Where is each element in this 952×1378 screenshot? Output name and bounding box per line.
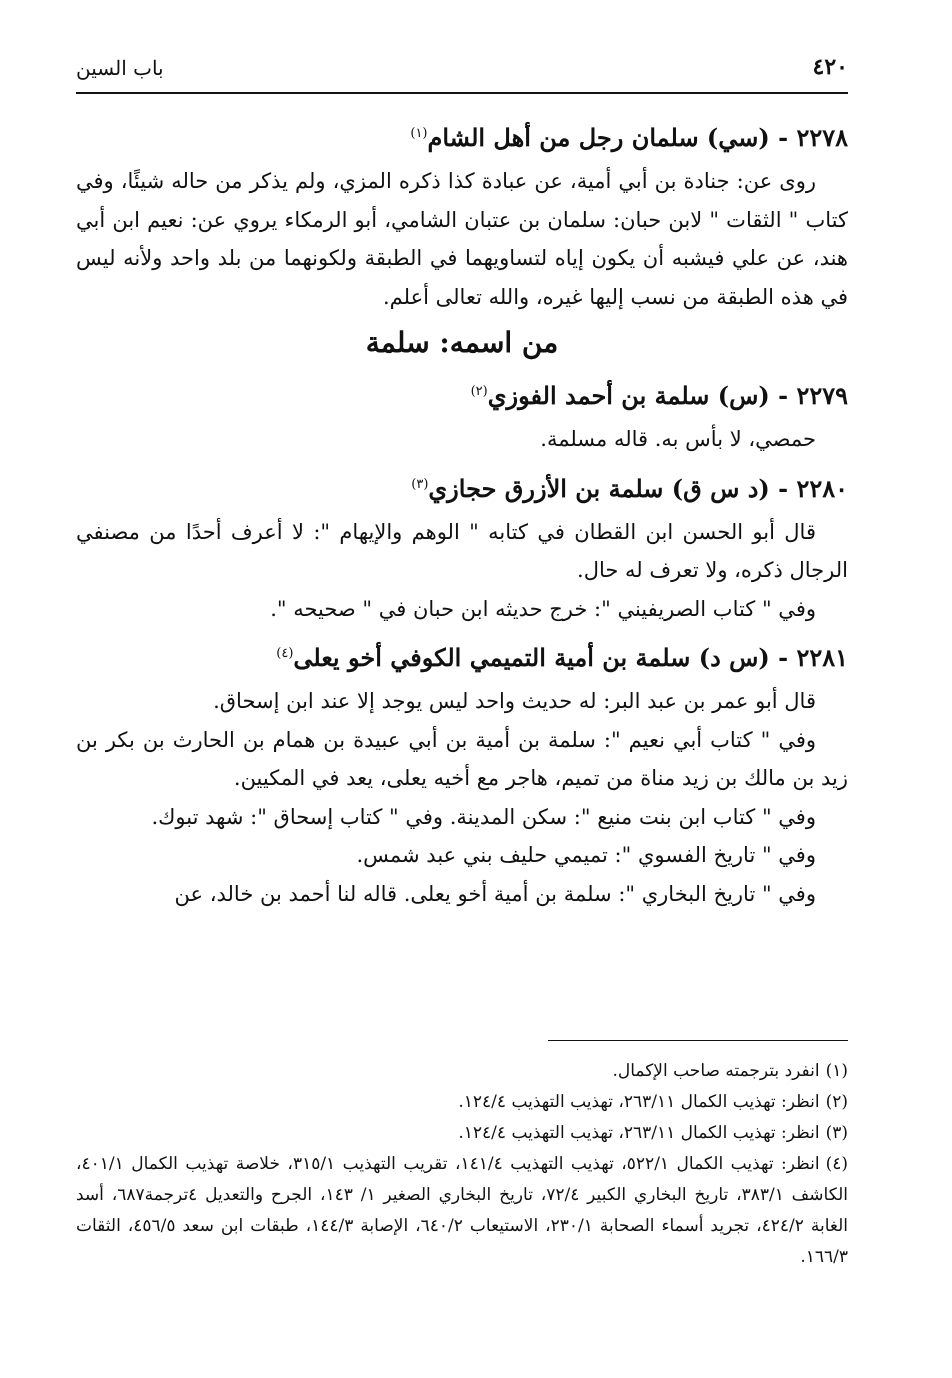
footnote-ref: (٤) xyxy=(276,646,294,661)
entry-2279 xyxy=(76,372,848,459)
footnote: (١)انفرد بترجمته صاحب الإكمال. xyxy=(612,1061,848,1081)
footnote-ref: (٣) xyxy=(411,476,429,492)
entry-heading: ٢٢٧٨ - (سي) سلمان رجل من أهل الشام$^{(١)}$ xyxy=(410,123,848,152)
paragraph: روى عن: جنادة بن أبي أمية، عن عبادة كذا ذكره المزي، ولم يذكر من حاله شيئًا، وفي كتاب " الثقات " لابن حبان: سلمان بن عتبان الشامي، أبو الرمكاء يروي عن: نعيم ابن أبي هند، عن علي فيشبه أن يكون إياه لتساويهما في الطبقة ولكونهما من بلد واحد ولأنه ليس في هذه الطبقة من نسب إليها غيره، والله تعالى أعلم. xyxy=(76,169,848,309)
paragraph: قال أبو الحسن ابن القطان في كتابه " الوهم والإيهام ": لا أعرف أحدًا من مصنفي الرجال ذكره، ولا تعرف له حال. xyxy=(76,519,848,582)
entry-2278 xyxy=(76,114,848,316)
paragraph: وفي " كتاب الصريفيني ": خرج حديثه ابن حبان في " صحيحه ". xyxy=(270,596,816,621)
main-text xyxy=(76,108,848,913)
running-head xyxy=(76,52,848,94)
footnote: (٣)انظر: تهذيب الكمال ٢٦٣/١١، تهذيب التهذيب ١٢٤/٤. xyxy=(458,1123,848,1143)
paragraph: قال أبو عمر بن عبد البر: له حديث واحد ليس يوجد إلا عند ابن إسحاق. xyxy=(213,689,816,713)
footnote: (٤)انظر: تهذيب الكمال ٥٢٢/١، تهذيب التهذيب ١٤١/٤، تقريب التهذيب ٣١٥/١، خلاصة تهذيب الكمال ٤٠١/١، الكاشف ٣٨٣/١، تاريخ البخاري الكبير ٧٢/٤، تاريخ البخاري الصغير ١/ ١٤٣، الجرح والتعديل ٤ترجمة٦٨٧، أسد الغابة ٤٢٤/٢، تجريد أسماء الصحابة ٢٣٠/١، الاستيعاب ٦٤٠/٢، الإصابة ١٤٤/٣، طبقات ابن سعد ٤٥٦/٥، الثقات ١٦٦/٣. xyxy=(76,1154,848,1267)
paragraph: حمصي، لا بأس به. قاله مسلمة. xyxy=(540,427,816,451)
paragraph: وفي " تاريخ البخاري ": سلمة بن أمية أخو يعلى. قاله لنا أحمد بن خالد، عن xyxy=(174,881,816,906)
paragraph: وفي " تاريخ الفسوي ": تميمي حليف بني عبد شمس. xyxy=(356,843,816,867)
footnotes xyxy=(76,1056,848,1273)
page-number: ٤٢٠ xyxy=(812,54,848,80)
footnote-ref: (١) xyxy=(410,126,428,141)
entry-heading: ٢٢٨١ - (س د) سلمة بن أمية التميمي الكوفي أخو يعلى$^{(٤)}$ xyxy=(276,643,848,672)
entry-heading: ٢٢٧٩ - (س) سلمة بن أحمد الفوزي$^{(٢)}$ xyxy=(470,381,848,410)
paragraph: وفي " كتاب ابن بنت منيع ": سكن المدينة. وفي " كتاب إسحاق ": شهد تبوك. xyxy=(151,804,816,829)
entry-2280 xyxy=(76,465,848,629)
entry-heading: ٢٢٨٠ - (د س ق) سلمة بن الأزرق حجازي$^{(٣)}$ xyxy=(411,473,848,503)
entry-2281 xyxy=(76,634,848,913)
paragraph: وفي " كتاب أبي نعيم ": سلمة بن أمية بن أبي عبيدة بن همام بن الحارث بن بكر بن زيد بن مالك بن زيد مناة من تميم، هاجر مع أخيه يعلى، يعد في المكيين. xyxy=(76,727,848,790)
footnote-divider xyxy=(548,1040,848,1041)
footnote-ref: (٢) xyxy=(470,384,488,399)
section-title: من اسمه: سلمة xyxy=(365,326,559,359)
chapter-title: باب السين xyxy=(76,56,164,80)
footnote: (٢)انظر: تهذيب الكمال ٢٦٣/١١، تهذيب التهذيب ١٢٤/٤. xyxy=(458,1092,848,1112)
